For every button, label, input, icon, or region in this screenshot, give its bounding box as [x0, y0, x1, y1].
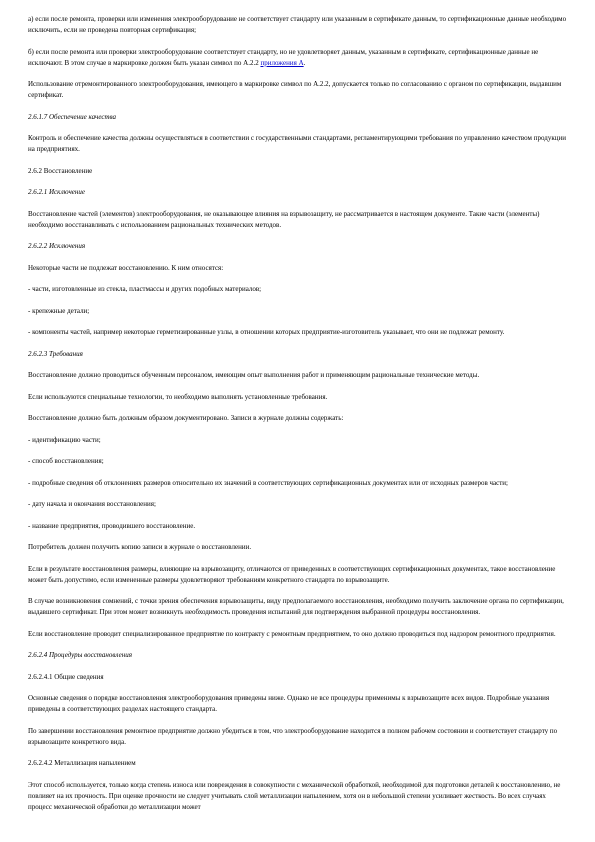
section-heading: 2.6.2.3 Требования	[28, 349, 83, 358]
list-item: - части, изготовленные из стекла, пластмассы и других подобных материалов;	[28, 285, 262, 293]
paragraph: В случае возникновения сомнений, с точки зрения обеспечения взрывозащиты, виду предполагаемого восстановления, необходимо получить заключение органа по сертификации, выдавшего сертификат. При этом может возникнуть необходимость проведения испытаний для подтверждения выбранной процедуры восстановления.	[28, 597, 564, 616]
paragraph-item-a: а) если после ремонта, проверки или изменения электрооборудование не соответствует стандарту или указанным в сертификате данным, то сертификационные данные необходимо исключить, если не проведена повторная сертификация;	[28, 15, 567, 34]
paragraph: Восстановление должно быть должным образом документировано. Записи в журнале должны содержать:	[28, 414, 344, 422]
list-item: - дату начала и окончания восстановления;	[28, 500, 156, 508]
section-heading: 2.6.2.4.1 Общие сведения	[28, 672, 104, 681]
paragraph: Этот способ используется, только когда степень износа или повреждения в совокупности с механической обработкой, необходимой для подготовки деталей к восстановлению, не повлияет на их прочность. При оценке прочности не следует учитывать слой металлизации напылением, хотя он в небольшой степени усиливает жесткость. Во всех случаях процесс механической обработки до металлизации может	[28, 780, 561, 811]
paragraph: Некоторые части не подлежат восстановлению. К ним относятся:	[28, 263, 224, 272]
paragraph: Если в результате восстановления размеры, влияющие на взрывозащиту, отличаются от приведенных в соответствующих сертификационных документах, такое восстановление может быть допустимо, если измененные размеры удовлетворяют требованиям конкретного стандарта по взрывозащите.	[28, 564, 556, 584]
section-heading: 2.6.2.1 Исключение	[28, 188, 85, 196]
section-heading: 2.6.1.7 Обеспечение качества	[28, 112, 117, 121]
paragraph-item-b	[28, 47, 567, 69]
paragraph: Восстановление частей (элементов) электрооборудования, не оказывающее влияния на взрывозащиту, не рассматривается в настоящем документе. Такие части (элементы) необходимо восстанавливать с использованием рациональных технических методов.	[28, 209, 540, 229]
section-heading: 2.6.2.4 Процедуры восстановления	[28, 651, 132, 659]
list-item: - идентификацию части;	[28, 435, 101, 444]
paragraph-text: б) если после ремонта или проверки электрооборудование соответствует стандарту, но не удовлетворяет данным, указанным в сертификате, сертификационные данные не исключают. В этом случае в маркировке должен быть указан символ по А.2.2	[28, 47, 539, 67]
list-item: - подробные сведения об отклонениях размеров относительно их значений в соответствующих сертификационных документах или от исходных размеров части;	[28, 478, 508, 487]
paragraph: Контроль и обеспечение качества должны осуществляться в соответствии с государственными стандартами, регламентирующими требования по управлению качеством продукции на предприятиях.	[28, 134, 566, 153]
paragraph: Использование отремонтированного электрооборудования, имеющего в маркировке символ по А.2.2, допускается только по согласованию с органом по сертификации, выдавшим сертификат.	[28, 80, 562, 99]
paragraph: Основные сведения о порядке восстановления электрооборудования приведены ниже. Однако не все процедуры применимы к взрывозащите всех видов. Подробные указания приведены в соответствующих разделах настоящего стандарта.	[28, 694, 550, 713]
paragraph: Если восстановление проводит специализированное предприятие по контракту с ремонтным предприятием, то оно должно проводиться под надзором ремонтного предприятия.	[28, 629, 556, 638]
section-heading: 2.6.2.4.2 Металлизация напылением	[28, 759, 136, 767]
section-heading: 2.6.2 Восстановление	[28, 166, 93, 175]
list-item: - крепежные детали;	[28, 306, 90, 315]
paragraph: Если используются специальные технологии, то необходимо выполнять установленные требования.	[28, 392, 328, 401]
paragraph: Восстановление должно проводиться обученным персоналом, имеющим опыт выполнения работ и применяющим рациональные технические методы.	[28, 371, 480, 379]
document-page	[28, 14, 567, 823]
paragraph: По завершении восстановления ремонтное предприятие должно убедиться в том, что электрооборудование находится в полном рабочем состоянии и соответствует стандарту по взрывозащите конкретного вида.	[28, 726, 558, 746]
paragraph-tail: .	[303, 58, 306, 67]
section-heading: 2.6.2.2 Исключения	[28, 242, 86, 250]
appendix-a-link[interactable]: приложения А	[260, 58, 304, 67]
list-item: - способ восстановления;	[28, 457, 104, 465]
list-item: - компоненты частей, например некоторые герметизированные узлы, в отношении которых предприятие-изготовитель указывает, что они не подлежат ремонту.	[28, 328, 505, 336]
paragraph: Потребитель должен получить копию записи в журнале о восстановлении.	[28, 543, 252, 551]
list-item: - название предприятия, проводившего восстановление.	[28, 521, 196, 530]
